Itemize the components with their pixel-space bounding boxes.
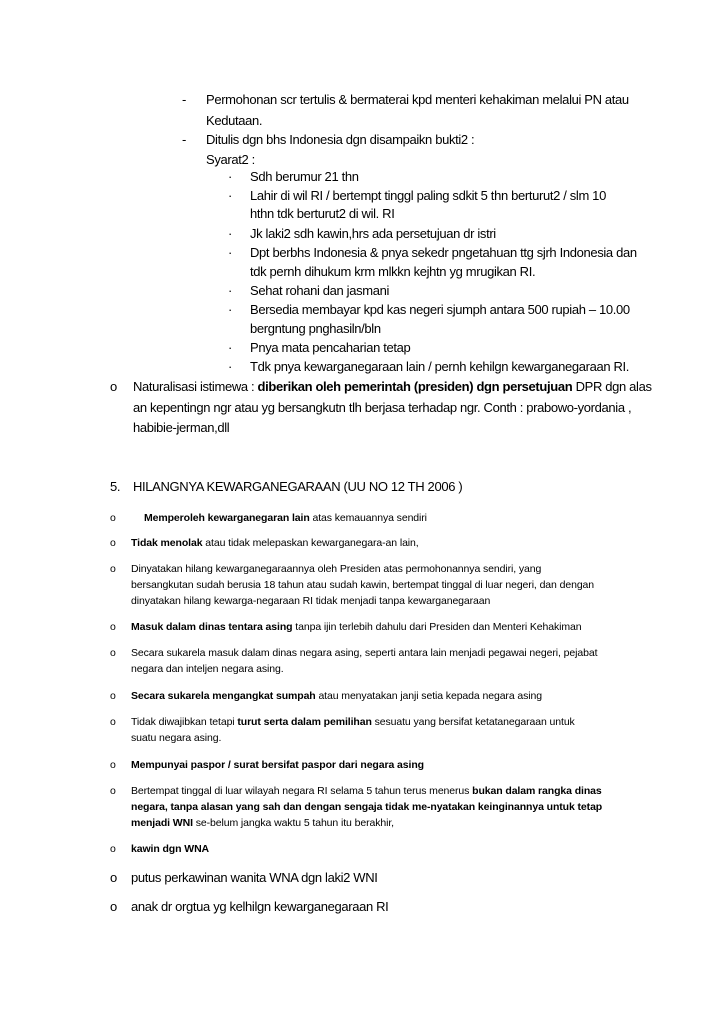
- syarat-item: hthn tdk berturut2 di wil. RI: [250, 206, 395, 221]
- dash-bullet: -: [182, 132, 186, 147]
- list-item: Dinyatakan hilang kewarganegaraannya oleh Presiden atas permohonannya sendiri, yang: [131, 563, 542, 575]
- circle-bullet: o: [110, 759, 116, 771]
- syarat-item: Sdh berumur 21 thn: [250, 169, 359, 184]
- list-item: Tidak menolak atau tidak melepaskan kewarganegara-an lain,: [131, 537, 419, 549]
- list-item: Secara sukarela mengangkat sumpah atau menyatakan janji setia kepada negara asing: [131, 690, 542, 702]
- dot-bullet: ·: [228, 245, 232, 260]
- list-item: negara, tanpa alasan yang sah dan dengan sengaja tidak me-nyatakan keinginannya untuk tetap: [131, 801, 603, 813]
- paragraph-line: habibie-jerman,dll: [133, 420, 230, 435]
- syarat-item: Dpt berbhs Indonesia & pnya sekedr pngetahuan ttg sjrh Indonesia dan: [250, 245, 637, 260]
- dot-bullet: ·: [228, 283, 232, 298]
- circle-bullet: o: [110, 379, 117, 394]
- circle-bullet: o: [110, 843, 116, 855]
- list-item-text: Permohonan scr tertulis & bermaterai kpd menteri kehakiman melalui PN atau: [206, 92, 629, 107]
- dash-bullet: -: [182, 92, 186, 107]
- circle-bullet: o: [110, 690, 116, 702]
- list-item: dinyatakan hilang kewarga-negaraan RI tidak menjadi tanpa kewarganegaraan: [131, 595, 491, 607]
- syarat-item: Lahir di wil RI / bertempt tinggl paling sdkit 5 thn berturut2 / slm 10: [250, 188, 606, 203]
- circle-bullet: o: [110, 563, 116, 575]
- section-heading: HILANGNYA KEWARGANEGARAAN (UU NO 12 TH 2006 ): [133, 479, 463, 494]
- list-item-text: Ditulis dgn bhs Indonesia dgn disampaikn bukti2 :: [206, 132, 475, 147]
- list-item: Secara sukarela masuk dalam dinas negara asing, seperti antara lain menjadi pegawai negeri, pejabat: [131, 647, 598, 659]
- list-item: Mempunyai paspor / surat bersifat paspor dari negara asing: [131, 759, 424, 771]
- list-item: Tidak diwajibkan tetapi turut serta dalam pemilihan sesuatu yang bersifat ketatanegaraan untuk: [131, 716, 575, 728]
- circle-bullet: o: [110, 870, 117, 885]
- list-item: Memperoleh kewarganegaran lain atas kemauannya sendiri: [144, 512, 427, 524]
- dot-bullet: ·: [228, 226, 232, 241]
- syarat-item: Tdk pnya kewarganegaraan lain / pernh kehilgn kewarganegaraan RI.: [250, 359, 630, 374]
- paragraph-line: Naturalisasi istimewa : diberikan oleh pemerintah (presiden) dgn persetujuan DPR dgn alas: [133, 379, 652, 394]
- section-number: 5.: [110, 479, 121, 494]
- circle-bullet: o: [110, 512, 116, 524]
- list-item: kawin dgn WNA: [131, 843, 210, 855]
- list-item: menjadi WNI se-belum jangka waktu 5 tahun itu berakhir,: [131, 817, 394, 829]
- list-item: putus perkawinan wanita WNA dgn laki2 WNI: [131, 870, 378, 885]
- list-item: negara dan inteljen negara asing.: [131, 663, 284, 675]
- syarat-item: Sehat rohani dan jasmani: [250, 283, 390, 298]
- dot-bullet: ·: [228, 359, 232, 374]
- dot-bullet: ·: [228, 340, 232, 355]
- syarat-item: tdk pernh dihukum krm mlkkn kejhtn yg mrugikan RI.: [250, 264, 536, 279]
- list-item: suatu negara asing.: [131, 732, 222, 744]
- dot-bullet: ·: [228, 188, 232, 203]
- syarat-item: Pnya mata pencaharian tetap: [250, 340, 411, 355]
- list-item-text: Kedutaan.: [206, 113, 263, 128]
- paragraph-line: an kepentingn ngr atau yg bersangkutn tlh berjasa terhadap ngr. Conth : prabowo-yordania ,: [133, 400, 632, 415]
- circle-bullet: o: [110, 537, 116, 549]
- dot-bullet: ·: [228, 169, 232, 184]
- syarat-item: bergntung pnghasiln/bln: [250, 321, 381, 336]
- list-item: anak dr orgtua yg kelhilgn kewarganegaraan RI: [131, 899, 389, 914]
- circle-bullet: o: [110, 899, 117, 914]
- list-item: bersangkutan sudah berusia 18 tahun atau sudah kawin, bertempat tinggal di luar negeri, dan dengan: [131, 579, 595, 591]
- circle-bullet: o: [110, 621, 116, 633]
- syarat-item: Jk laki2 sdh kawin,hrs ada persetujuan dr istri: [250, 226, 496, 241]
- circle-bullet: o: [110, 716, 116, 728]
- list-item: Masuk dalam dinas tentara asing tanpa ijin terlebih dahulu dari Presiden dan Menteri Kehakiman: [131, 621, 582, 633]
- list-item: Bertempat tinggal di luar wilayah negara RI selama 5 tahun terus menerus bukan dalam rangka dinas: [131, 785, 602, 797]
- dot-bullet: ·: [228, 302, 232, 317]
- syarat-item: Bersedia membayar kpd kas negeri sjumph antara 500 rupiah – 10.00: [250, 302, 630, 317]
- list-item-text: Syarat2 :: [206, 152, 255, 167]
- circle-bullet: o: [110, 647, 116, 659]
- circle-bullet: o: [110, 785, 116, 797]
